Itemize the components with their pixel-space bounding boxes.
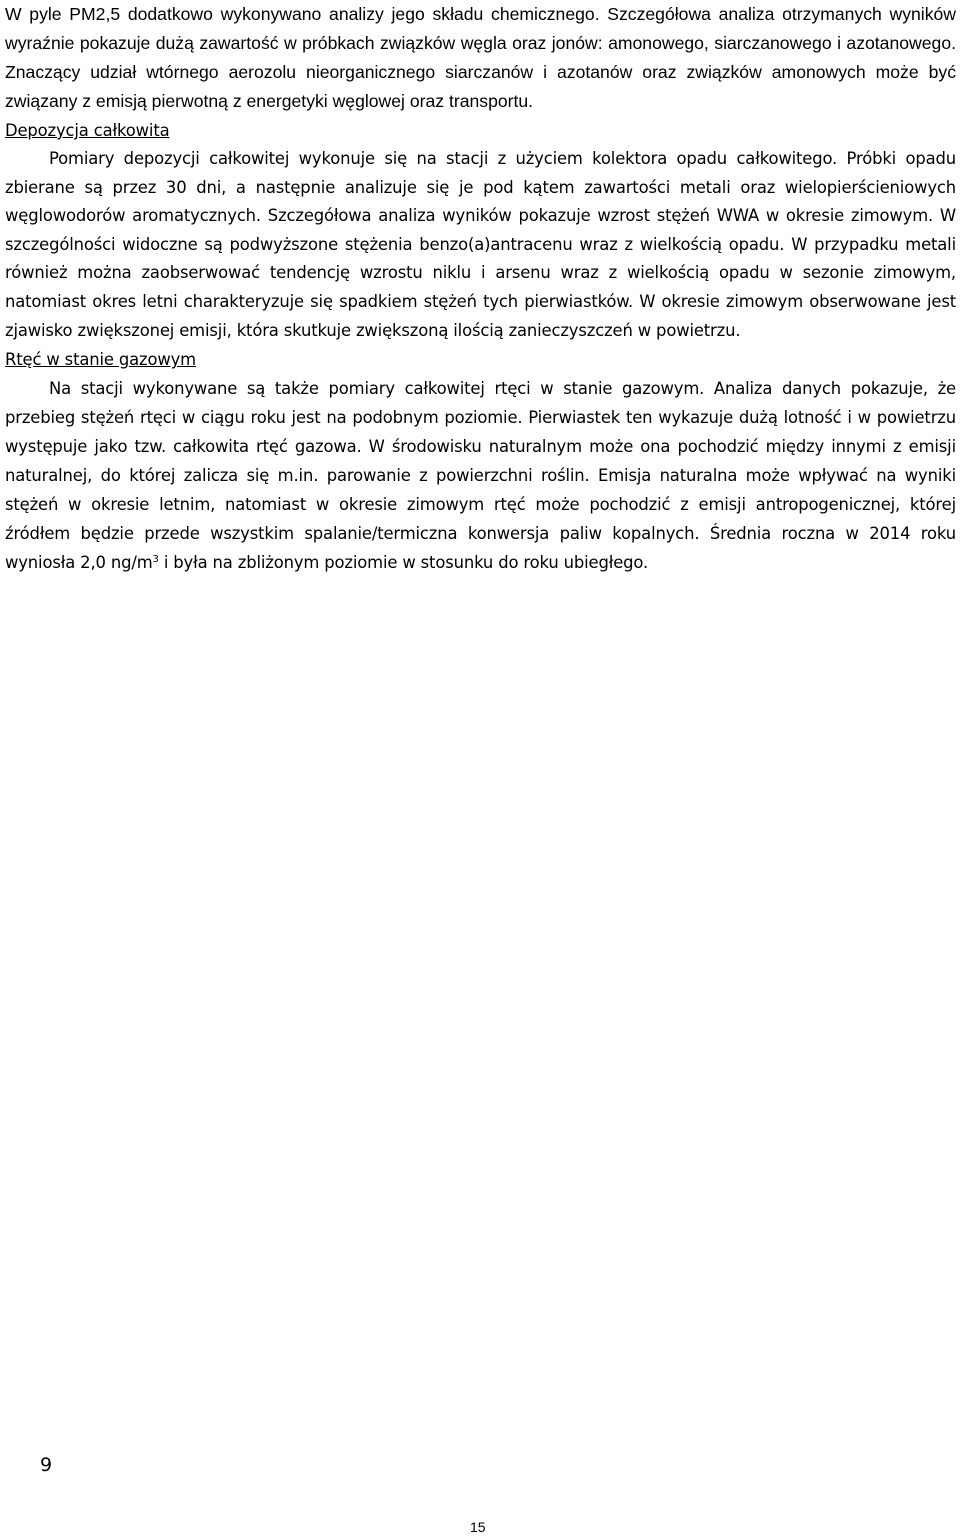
intro-paragraph xyxy=(5,0,956,116)
intro-text: W pyle PM2,5 dodatkowo wykonywano analizy jego składu chemicznego. Szczegółowa analiza otrzymanych wyników wyraźnie pokazuje dużą zawartość w próbkach związków węgla oraz jonów: amonowego, siarczanowego i azotanowego. Znaczący udział wtórnego aerozolu nieorganicznego siarczanów i azotanów oraz związków amonowych może być związany z emisją pierwotną z energetyki węglowej oraz transportu. xyxy=(5,4,956,111)
page-number: 15 xyxy=(470,1519,486,1535)
section-heading-mercury: Rtęć w stanie gazowym xyxy=(5,350,196,370)
deposition-paragraph: Pomiary depozycji całkowitej wykonuje się na stacji z użyciem kolektora opadu całkowitego. Próbki opadu zbierane są przez 30 dni, a następnie analizuje się je pod kątem zawartości metali oraz wielopierścieniowych węglowodorów aromatycznych. Szczegółowa analiza wyników pokazuje wzrost stężeń WWA w okresie zimowym. W szczególności widoczne są podwyższone stężenia benzo(a)antracenu wraz z wielkością opadu. W przypadku metali również można zaobserwować tendencję wzrostu niklu i arsenu wraz z wielkością opadu w sezonie zimowym, natomiast okres letni charakteryzuje się spadkiem stężeń tych pierwiastków. W okresie zimowym obserwowane jest zjawisko zwiększonej emisji, która skutkuje zwiększoną ilością zanieczyszczeń w powietrzu. xyxy=(5,149,956,340)
mercury-text: Na stacji wykonywane są także pomiary całkowitej rtęci w stanie gazowym. Analiza danych pokazuje, że przebieg stężeń rtęci w ciągu roku jest na podobnym poziomie. Pierwiastek ten wykazuje dużą lotność i w powietrzu występuje jako tzw. całkowita rtęć gazowa. W środowisku naturalnym może ona pochodzić między innymi z emisji naturalnej, do której zalicza się m.in. parowanie z powierzchni roślin. Emisja naturalna może wpływać na wyniki stężeń w okresie letnim, natomiast w okresie zimowym rtęć może pochodzić z emisji antropogenicznej, której źródłem będzie przede wszystkim spalanie/termiczna konwersja paliw kopalnych. Średnia roczna w 2014 roku wyniosła 2,0 ng/m xyxy=(5,379,956,573)
unit-superscript: 3 xyxy=(152,554,159,566)
document-body xyxy=(5,0,956,577)
section-heading-deposition: Depozycja całkowita xyxy=(5,121,170,140)
mercury-paragraph xyxy=(5,374,956,577)
footnote-number: 9 xyxy=(40,1454,53,1476)
mercury-text-end: i była na zbliżonym poziomie w stosunku do roku ubiegłego. xyxy=(158,553,649,573)
